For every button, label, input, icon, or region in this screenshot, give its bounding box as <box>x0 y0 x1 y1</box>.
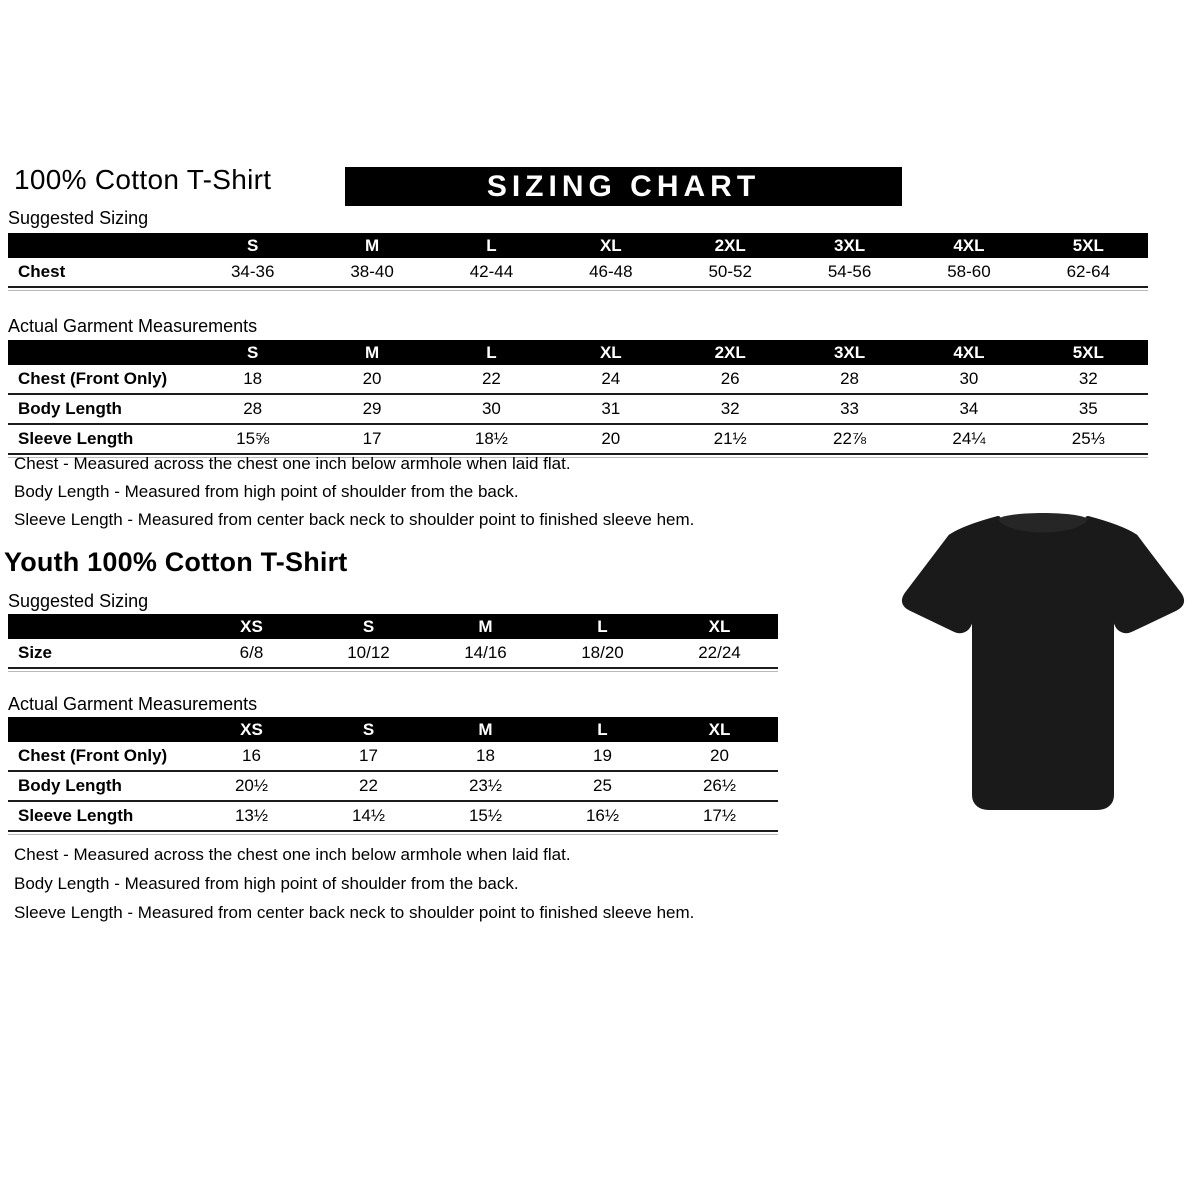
measurement-note: Chest - Measured across the chest one inch below armhole when laid flat. <box>14 845 571 864</box>
youth-page-title: Youth 100% Cotton T-Shirt <box>4 547 348 577</box>
measurement-value: 50-52 <box>671 258 790 287</box>
row-label-header <box>8 614 193 639</box>
measurement-value: 30 <box>909 365 1028 394</box>
size-header-row <box>8 233 1148 258</box>
measurement-value: 22 <box>310 771 427 801</box>
youth-suggested-sizing-label: Suggested Sizing <box>8 591 149 611</box>
measurement-value: 32 <box>671 394 790 424</box>
size-column-header: XS <box>193 717 310 742</box>
measurement-row <box>8 801 778 831</box>
size-header-row <box>8 717 778 742</box>
measurement-value: 18½ <box>432 424 551 454</box>
measurement-value: 32 <box>1029 365 1148 394</box>
size-column-header: XL <box>661 614 778 639</box>
row-label: Body Length <box>8 394 193 424</box>
measurement-value: 18 <box>427 742 544 771</box>
measurement-value: 17 <box>312 424 431 454</box>
size-column-header: 5XL <box>1029 233 1148 258</box>
youth-actual-measurements-label: Actual Garment Measurements <box>8 694 258 714</box>
measurement-value: 21½ <box>671 424 790 454</box>
size-column-header: 2XL <box>671 340 790 365</box>
adult-measurement-notes <box>14 450 694 534</box>
measurement-row <box>8 771 778 801</box>
size-column-header: S <box>310 717 427 742</box>
measurement-note: Sleeve Length - Measured from center back neck to shoulder point to finished sleeve hem. <box>14 510 695 529</box>
row-label: Body Length <box>8 771 193 801</box>
measurement-value: 16 <box>193 742 310 771</box>
size-column-header: 4XL <box>909 340 1028 365</box>
measurement-value: 58-60 <box>909 258 1028 287</box>
measurement-row <box>8 394 1148 424</box>
size-column-header: M <box>312 340 431 365</box>
measurement-value: 16½ <box>544 801 661 831</box>
row-label: Chest (Front Only) <box>8 742 193 771</box>
measurement-value: 46-48 <box>551 258 670 287</box>
measurement-value: 28 <box>193 394 312 424</box>
measurement-value: 23½ <box>427 771 544 801</box>
size-column-header: 5XL <box>1029 340 1148 365</box>
youth-suggested-sizing-table <box>8 614 778 672</box>
youth-actual-measurements-table <box>8 717 778 835</box>
measurement-value: 18/20 <box>544 639 661 668</box>
measurement-value: 54-56 <box>790 258 909 287</box>
measurement-value: 25 <box>544 771 661 801</box>
size-header-row <box>8 614 778 639</box>
sizing-chart-banner <box>345 167 902 206</box>
measurement-value: 38-40 <box>312 258 431 287</box>
measurement-value: 20 <box>312 365 431 394</box>
measurement-value: 6/8 <box>193 639 310 668</box>
measurement-value: 22 <box>432 365 551 394</box>
size-column-header: L <box>544 717 661 742</box>
row-label-header <box>8 717 193 742</box>
measurement-value: 18 <box>193 365 312 394</box>
adult-suggested-sizing-label: Suggested Sizing <box>8 208 149 228</box>
measurement-value: 25⅓ <box>1029 424 1148 454</box>
measurement-value: 13½ <box>193 801 310 831</box>
measurement-value: 19 <box>544 742 661 771</box>
measurement-value: 62-64 <box>1029 258 1148 287</box>
measurement-value: 20½ <box>193 771 310 801</box>
measurement-value: 26 <box>671 365 790 394</box>
measurement-value: 42-44 <box>432 258 551 287</box>
size-column-header: 3XL <box>790 233 909 258</box>
row-label: Chest <box>8 258 193 287</box>
measurement-value: 22⅞ <box>790 424 909 454</box>
measurement-value: 31 <box>551 394 670 424</box>
size-column-header: 2XL <box>671 233 790 258</box>
measurement-value: 34-36 <box>193 258 312 287</box>
size-column-header: S <box>193 340 312 365</box>
measurement-row <box>8 639 778 668</box>
measurement-value: 30 <box>432 394 551 424</box>
size-column-header: XL <box>551 340 670 365</box>
measurement-value: 26½ <box>661 771 778 801</box>
size-column-header: M <box>427 717 544 742</box>
row-label-header <box>8 233 193 258</box>
size-column-header: M <box>312 233 431 258</box>
measurement-note: Chest - Measured across the chest one inch below armhole when laid flat. <box>14 454 571 473</box>
measurement-value: 29 <box>312 394 431 424</box>
adult-suggested-sizing-table <box>8 233 1148 291</box>
size-column-header: XL <box>551 233 670 258</box>
measurement-value: 20 <box>551 424 670 454</box>
adult-actual-measurements-label: Actual Garment Measurements <box>8 316 258 336</box>
size-column-header: XS <box>193 614 310 639</box>
measurement-value: 35 <box>1029 394 1148 424</box>
size-column-header: S <box>193 233 312 258</box>
size-column-header: 4XL <box>909 233 1028 258</box>
measurement-value: 22/24 <box>661 639 778 668</box>
row-label: Size <box>8 639 193 668</box>
measurement-value: 10/12 <box>310 639 427 668</box>
measurement-value: 34 <box>909 394 1028 424</box>
measurement-value: 17½ <box>661 801 778 831</box>
tshirt-icon <box>893 477 1193 817</box>
measurement-note: Body Length - Measured from high point of shoulder from the back. <box>14 482 519 501</box>
row-label: Chest (Front Only) <box>8 365 193 394</box>
adult-actual-measurements-table <box>8 340 1148 458</box>
measurement-row <box>8 258 1148 287</box>
measurement-value: 15½ <box>427 801 544 831</box>
measurement-row <box>8 742 778 771</box>
measurement-value: 20 <box>661 742 778 771</box>
size-column-header: M <box>427 614 544 639</box>
measurement-note: Sleeve Length - Measured from center back neck to shoulder point to finished sleeve hem. <box>14 903 695 922</box>
row-label: Sleeve Length <box>8 424 193 454</box>
measurement-value: 28 <box>790 365 909 394</box>
measurement-value: 24 <box>551 365 670 394</box>
size-column-header: 3XL <box>790 340 909 365</box>
measurement-value: 17 <box>310 742 427 771</box>
tshirt-product-image <box>893 477 1193 817</box>
size-header-row <box>8 340 1148 365</box>
size-column-header: L <box>432 233 551 258</box>
size-column-header: L <box>432 340 551 365</box>
measurement-value: 14½ <box>310 801 427 831</box>
measurement-value: 33 <box>790 394 909 424</box>
measurement-value: 14/16 <box>427 639 544 668</box>
measurement-row <box>8 365 1148 394</box>
measurement-value: 24¼ <box>909 424 1028 454</box>
measurement-value: 15⅝ <box>193 424 312 454</box>
page-title: 100% Cotton T-Shirt <box>14 164 272 195</box>
sizing-chart-banner-text: SIZING CHART <box>486 169 761 203</box>
youth-measurement-notes <box>14 840 694 927</box>
size-column-header: S <box>310 614 427 639</box>
size-column-header: XL <box>661 717 778 742</box>
size-column-header: L <box>544 614 661 639</box>
measurement-note: Body Length - Measured from high point of shoulder from the back. <box>14 874 519 893</box>
row-label-header <box>8 340 193 365</box>
row-label: Sleeve Length <box>8 801 193 831</box>
